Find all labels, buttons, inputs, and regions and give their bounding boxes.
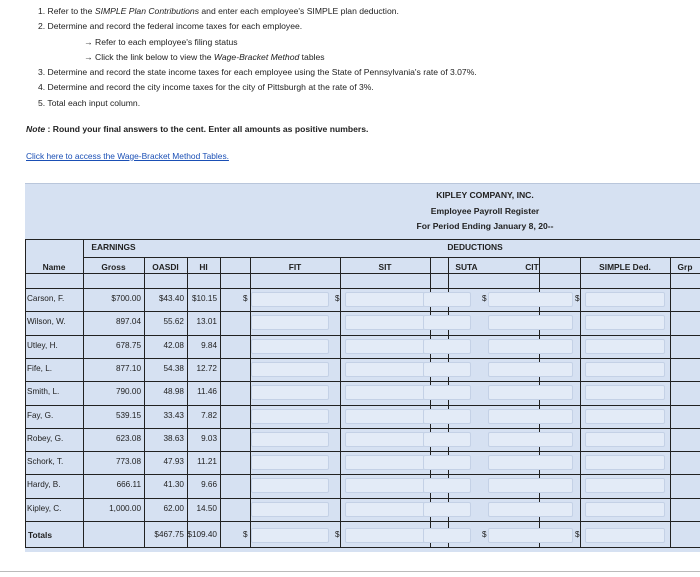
grid-rule (25, 405, 700, 406)
simple-ded-input[interactable] (585, 478, 665, 493)
employee-name: Wilson, W. (27, 317, 66, 327)
currency-symbol: $ (243, 294, 248, 303)
total-hi: $109.40 (187, 530, 217, 539)
employee-name: Fife, L. (27, 363, 53, 373)
column-header-sit: SIT (378, 262, 392, 272)
instruction-emphasis: SIMPLE Plan Contributions (94, 6, 199, 16)
employee-name: Robey, G. (27, 433, 64, 443)
note-text: : Round your final answers to the cent. Enter all amounts as positive numbers. (47, 124, 369, 134)
sit-input[interactable] (345, 478, 425, 493)
column-header-gross: Gross (101, 262, 126, 272)
gross-earnings: $700.00 (111, 294, 141, 303)
gross-earnings: 897.04 (115, 317, 141, 327)
simple-ded-input[interactable] (585, 292, 665, 307)
cit-input[interactable] (488, 339, 573, 354)
oasdi-tax: 42.08 (163, 340, 184, 350)
instruction-emphasis: Wage-Bracket Method (213, 51, 300, 62)
cit-input[interactable] (488, 385, 573, 400)
instruction-text: 3. Determine and record the state income taxes for each employee using the State of Pennsylvania's rate of 3.07%. (38, 67, 477, 78)
instruction-line (38, 4, 477, 19)
grid-rule (25, 381, 700, 382)
instruction-text: 4. Determine and record the city income taxes for the city of Pittsburgh at the rate of 3%. (38, 82, 374, 93)
sit-input[interactable] (345, 315, 425, 330)
simple-ded-input[interactable] (585, 315, 665, 330)
employee-name: Carson, F. (27, 294, 65, 303)
sit-input[interactable] (345, 292, 425, 307)
cit-input[interactable] (488, 315, 573, 330)
deductions-group-header: DEDUCTIONS (447, 242, 503, 252)
simple-ded-input[interactable] (585, 409, 665, 424)
wage-bracket-link[interactable]: Click here to access the Wage-Bracket Method Tables. (26, 151, 229, 161)
cit-input[interactable] (488, 478, 573, 493)
gross-earnings: 678.75 (115, 340, 141, 350)
hi-tax: 11.46 (197, 387, 217, 397)
suta-input[interactable] (423, 478, 471, 493)
currency-symbol: $ (335, 294, 340, 303)
grid-rule (580, 257, 581, 547)
employee-name: Hardy, B. (27, 480, 61, 490)
oasdi-tax: $43.40 (158, 294, 184, 303)
instruction-text: 2. Determine and record the federal income taxes for each employee. (38, 21, 303, 32)
simple-ded-input[interactable] (585, 455, 665, 470)
suta-input[interactable] (423, 362, 471, 377)
hi-tax: 9.84 (201, 340, 217, 350)
suta-input[interactable] (423, 292, 471, 307)
oasdi-tax: 54.38 (163, 363, 184, 373)
suta-input[interactable] (423, 502, 471, 517)
currency-symbol: $ (335, 530, 340, 539)
sit-input[interactable] (345, 455, 425, 470)
gross-earnings: 773.08 (115, 457, 141, 467)
hi-tax: 11.21 (197, 457, 217, 467)
instruction-line (38, 19, 477, 34)
register-title: Employee Payroll Register (430, 205, 540, 216)
suta-input[interactable] (423, 339, 471, 354)
fit-input[interactable] (251, 315, 329, 330)
sit-total-input[interactable] (345, 528, 425, 543)
cit-input[interactable] (488, 292, 573, 307)
earnings-group-header: EARNINGS (91, 242, 136, 252)
hi-tax: 14.50 (196, 503, 217, 513)
totals-label: Totals (28, 530, 53, 540)
column-header-simple: SIMPLE Ded. (599, 262, 651, 272)
instruction-line (38, 80, 477, 95)
column-header-fit: FIT (288, 262, 302, 272)
grid-rule (670, 257, 671, 547)
fit-input[interactable] (251, 339, 329, 354)
hi-tax: $10.15 (191, 294, 217, 303)
gross-earnings: 539.15 (115, 410, 141, 420)
gross-earnings: 666.11 (116, 480, 141, 490)
grid-rule (25, 498, 700, 499)
simple-ded-input[interactable] (585, 502, 665, 517)
grid-rule (25, 428, 700, 429)
grid-rule (25, 521, 700, 522)
grid-rule (25, 474, 700, 475)
note (26, 124, 368, 134)
employee-name: Fay, G. (27, 410, 54, 420)
column-header-grp: Grp (677, 262, 693, 272)
grid-rule (220, 257, 221, 547)
instruction-text: → Click the link below to view the (84, 51, 214, 62)
grid-rule (25, 547, 700, 548)
sit-input[interactable] (345, 502, 425, 517)
oasdi-tax: 55.62 (163, 317, 184, 327)
total-oasdi: $467.75 (154, 530, 184, 539)
instruction-line (38, 35, 477, 50)
currency-symbol: $ (575, 530, 580, 539)
column-header-suta: SUTA (455, 262, 478, 272)
instruction-line (38, 96, 477, 111)
grid-rule (83, 257, 700, 258)
fit-input[interactable] (251, 385, 329, 400)
currency-symbol: $ (243, 530, 248, 539)
company-name: KIPLEY COMPANY, INC. (436, 190, 534, 200)
currency-symbol: $ (482, 530, 487, 539)
suta-input[interactable] (423, 409, 471, 424)
gross-earnings: 623.08 (115, 433, 141, 443)
fit-input[interactable] (251, 502, 329, 517)
cit-input[interactable] (488, 455, 573, 470)
simple-ded-input[interactable] (585, 385, 665, 400)
gross-earnings: 1,000.00 (109, 503, 141, 513)
gross-earnings: 877.10 (115, 363, 141, 373)
suta-input[interactable] (423, 432, 471, 447)
oasdi-tax: 48.98 (163, 387, 184, 397)
simple-ded-total-input[interactable] (585, 528, 665, 543)
currency-symbol: $ (482, 294, 487, 303)
register-period: For Period Ending January 8, 20-- (416, 221, 554, 231)
column-header-cit: CIT (525, 262, 539, 272)
oasdi-tax: 47.93 (163, 457, 184, 467)
sit-input[interactable] (345, 362, 425, 377)
instruction-text-end: and enter each employee's SIMPLE plan deduction. (199, 6, 399, 16)
column-header-name: Name (42, 262, 66, 272)
employee-name: Kipley, C. (27, 503, 62, 513)
fit-input[interactable] (251, 409, 329, 424)
simple-ded-input[interactable] (585, 362, 665, 377)
instruction-line (38, 50, 477, 65)
register-heading (340, 188, 630, 235)
cit-total-input[interactable] (488, 528, 573, 543)
gross-earnings: 790.00 (115, 387, 141, 397)
fit-input[interactable] (251, 292, 329, 307)
grid-rule (25, 288, 700, 289)
suta-input[interactable] (423, 385, 471, 400)
instruction-text-end: tables (299, 51, 325, 62)
hi-tax: 7.82 (201, 410, 217, 420)
grid-rule (25, 358, 700, 359)
employee-name: Smith, L. (27, 387, 60, 397)
grid-rule (25, 451, 700, 452)
instruction-text: 5. Total each input column. (38, 97, 141, 108)
hi-tax: 13.01 (196, 317, 217, 327)
employee-name: Utley, H. (27, 340, 58, 350)
grid-rule (25, 239, 700, 240)
fit-input[interactable] (251, 478, 329, 493)
fit-input[interactable] (251, 455, 329, 470)
suta-input[interactable] (423, 455, 471, 470)
suta-total-input[interactable] (423, 528, 471, 543)
sit-input[interactable] (345, 339, 425, 354)
cit-input[interactable] (488, 432, 573, 447)
oasdi-tax: 33.43 (163, 410, 184, 420)
hi-tax: 9.66 (201, 480, 217, 490)
fit-total-input[interactable] (251, 528, 329, 543)
sit-input[interactable] (345, 432, 425, 447)
fit-input[interactable] (251, 362, 329, 377)
cit-input[interactable] (488, 362, 573, 377)
hi-tax: 12.72 (196, 363, 217, 373)
cit-input[interactable] (488, 409, 573, 424)
bottom-divider (0, 571, 700, 572)
payroll-register (25, 183, 700, 552)
instruction-text: 1. Refer to the (38, 6, 95, 16)
oasdi-tax: 62.00 (163, 503, 184, 513)
oasdi-tax: 41.30 (163, 480, 184, 490)
column-header-hi: HI (199, 262, 208, 272)
grid-rule (340, 257, 341, 547)
grid-rule (25, 273, 700, 274)
currency-symbol: $ (575, 294, 580, 303)
grid-rule (25, 335, 700, 336)
fit-input[interactable] (251, 432, 329, 447)
simple-ded-input[interactable] (585, 339, 665, 354)
sit-input[interactable] (345, 409, 425, 424)
employee-name: Schork, T. (27, 457, 64, 467)
instruction-text: → Refer to each employee's filing status (84, 36, 238, 47)
cit-input[interactable] (488, 502, 573, 517)
oasdi-tax: 38.63 (163, 433, 184, 443)
note-label: Note (26, 124, 46, 134)
grid-rule (25, 239, 26, 547)
simple-ded-input[interactable] (585, 432, 665, 447)
instructions-list (38, 4, 477, 111)
sit-input[interactable] (345, 385, 425, 400)
column-header-oasdi: OASDI (152, 262, 179, 272)
suta-input[interactable] (423, 315, 471, 330)
grid-rule (25, 311, 700, 312)
instruction-line (38, 65, 477, 80)
hi-tax: 9.03 (201, 433, 217, 443)
